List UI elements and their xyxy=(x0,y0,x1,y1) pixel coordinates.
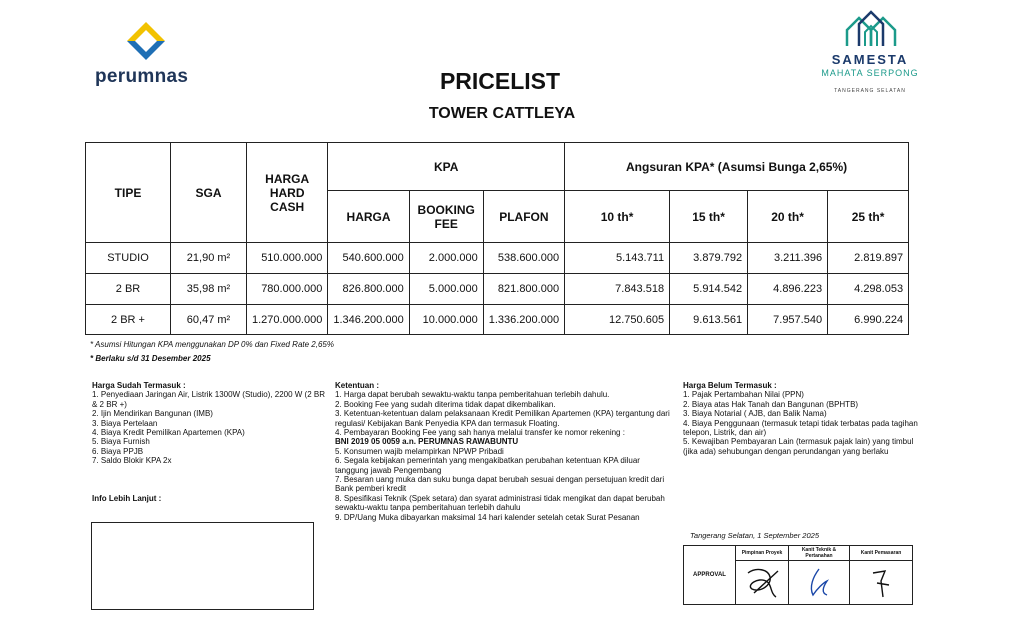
perumnas-logo-icon xyxy=(121,20,171,66)
col-10th: 10 th* xyxy=(565,191,670,243)
signature-pimpinan xyxy=(736,561,789,605)
cell-harga: 1.346.200.000 xyxy=(328,305,409,335)
approval-col-pemasaran: Kanit Pemasaran xyxy=(850,546,913,561)
bank-account: BNI 2019 05 0059 a.n. PERUMNAS RAWABUNTU xyxy=(335,437,519,447)
signature-pimpinan-mark xyxy=(740,563,784,601)
cell-25th: 4.298.053 xyxy=(828,274,909,305)
col-15th: 15 th* xyxy=(670,191,748,243)
page-title: PRICELIST xyxy=(439,68,561,94)
list-item: 7. Saldo Blokir KPA 2x xyxy=(92,456,172,466)
list-item: 2. Ijin Mendirikan Bangunan (IMB) xyxy=(92,409,213,419)
list-item: 8. Spesifikasi Teknik (Spek setara) dan syarat administrasi tidak mengikat dan dapat berubah sewaktu-waktu tanpa pemberitahuan terlebih dahulu xyxy=(335,493,665,513)
cell-tipe: STUDIO xyxy=(86,243,171,274)
cell-20th: 3.211.396 xyxy=(748,243,828,274)
list-item: 1. Pajak Pertambahan Nilai (PPN) xyxy=(683,390,804,400)
cell-hard-cash: 510.000.000 xyxy=(247,243,328,274)
samesta-logo-icon xyxy=(845,8,897,48)
signature-pemasaran-mark xyxy=(859,563,903,601)
cell-plafon: 821.800.000 xyxy=(483,274,564,305)
list-item: 5. Biaya Furnish xyxy=(92,437,150,447)
list-item: 1. Penyediaan Jaringan Air, Listrik 1300W (Studio), 2200 W (2 BR & 2 BR +) xyxy=(92,390,326,409)
harga-termasuk-section xyxy=(92,381,330,466)
list-item: 6. Biaya PPJB xyxy=(92,446,144,456)
note-validity: * Berlaku s/d 31 Desember 2025 xyxy=(90,354,211,363)
col-25th: 25 th* xyxy=(828,191,909,243)
list-item: 3. Ketentuan-ketentuan dalam pelaksanaan Kredit Pemilikan Apartemen (KPA) tergantung dari regulasi/ Kebijakan Bank Penyedia KPA dan termasuk Floating. xyxy=(335,409,670,428)
cell-booking: 5.000.000 xyxy=(409,274,483,305)
price-table xyxy=(85,142,909,335)
list-item: 6. Segala kebijakan pemerintah yang mengakibatkan perubahan ketentuan KPA diluar tanggung jawab Pengembang xyxy=(335,456,640,475)
list-item: 9. DP/Uang Muka dibayarkan maksimal 14 hari kalender setelah cetak Surat Pesanan xyxy=(335,512,640,522)
table-row xyxy=(86,274,909,305)
cell-15th: 3.879.792 xyxy=(670,243,748,274)
list-item: 7. Besaran uang muka dan suku bunga dapat berubah sesuai dengan persetujuan kredit dari Bank pemberi kredit xyxy=(335,475,665,494)
samesta-wordmark: SAMESTA xyxy=(831,52,909,67)
note-kpa: * Asumsi Hitungan KPA menggunakan DP 0% dan Fixed Rate 2,65% xyxy=(90,340,334,349)
cell-25th: 6.990.224 xyxy=(828,305,909,335)
approval-label: APPROVAL xyxy=(684,546,736,605)
col-harga: HARGA xyxy=(328,191,409,243)
list-item: 3. Biaya Notarial ( AJB, dan Balik Nama) xyxy=(683,409,827,419)
signature-teknik xyxy=(789,561,850,605)
cell-booking: 2.000.000 xyxy=(409,243,483,274)
cell-15th: 9.613.561 xyxy=(670,305,748,335)
list-item: 2. Biaya atas Hak Tanah dan Bangunan (BPHTB) xyxy=(683,399,859,409)
cell-20th: 4.896.223 xyxy=(748,274,828,305)
cell-harga: 826.800.000 xyxy=(328,274,409,305)
info-title: Info Lebih Lanjut : xyxy=(92,494,162,503)
cell-plafon: 538.600.000 xyxy=(483,243,564,274)
approval-col-teknik: Kanit Teknik & Pertanahan xyxy=(789,546,850,561)
place-date: Tangerang Selatan, 1 September 2025 xyxy=(690,531,819,540)
cell-15th: 5.914.542 xyxy=(670,274,748,305)
col-plafon: PLAFON xyxy=(483,191,564,243)
cell-hard-cash: 1.270.000.000 xyxy=(247,305,328,335)
col-sga: SGA xyxy=(171,143,247,243)
col-20th: 20 th* xyxy=(748,191,828,243)
ketentuan-section xyxy=(335,381,670,522)
list-item: 1. Harga dapat berubah sewaktu-waktu tanpa pemberitahuan terlebih dahulu. xyxy=(335,390,610,400)
table-row xyxy=(86,243,909,274)
cell-25th: 2.819.897 xyxy=(828,243,909,274)
samesta-location: TANGERANG SELATAN xyxy=(834,88,906,94)
list-item: 4. Pembayaran Booking Fee yang sah hanya melalui transfer ke nomor rekening : xyxy=(335,428,625,438)
list-item: 2. Booking Fee yang sudah diterima tidak dapat dikembalikan. xyxy=(335,399,556,409)
table-row xyxy=(86,305,909,335)
signature-teknik-mark xyxy=(797,563,841,601)
cell-20th: 7.957.540 xyxy=(748,305,828,335)
col-kpa: KPA xyxy=(328,143,565,191)
cell-sga: 21,90 m² xyxy=(171,243,247,274)
cell-10th: 5.143.711 xyxy=(565,243,670,274)
ketentuan-title: Ketentuan : xyxy=(335,381,379,390)
cell-booking: 10.000.000 xyxy=(409,305,483,335)
list-item: 5. Kewajiban Pembayaran Lain (termasuk pajak lain) yang timbul (jika ada) sehubungan dengan perundangan yang berlaku xyxy=(683,437,914,456)
list-item: 3. Biaya Pertelaan xyxy=(92,418,158,428)
harga-belum-section xyxy=(683,381,918,456)
harga-belum-title: Harga Belum Termasuk : xyxy=(683,381,777,390)
cell-tipe: 2 BR xyxy=(86,274,171,305)
cell-tipe: 2 BR + xyxy=(86,305,171,335)
col-hard-cash: HARGA HARD CASH xyxy=(247,143,328,243)
list-item: 5. Konsumen wajib melampirkan NPWP Pribadi xyxy=(335,446,504,456)
harga-termasuk-title: Harga Sudah Termasuk : xyxy=(92,381,186,390)
cell-hard-cash: 780.000.000 xyxy=(247,274,328,305)
cell-sga: 35,98 m² xyxy=(171,274,247,305)
cell-10th: 12.750.605 xyxy=(565,305,670,335)
cell-sga: 60,47 m² xyxy=(171,305,247,335)
cell-plafon: 1.336.200.000 xyxy=(483,305,564,335)
list-item: 4. Biaya Penggunaan (termasuk tetapi tidak terbatas pada tagihan telepon, Listrik, dan air) xyxy=(683,418,918,438)
approval-col-pimpinan: Pimpinan Proyek xyxy=(736,546,789,561)
samesta-tagline: MAHATA SERPONG xyxy=(821,68,919,78)
info-box xyxy=(91,522,314,610)
page-subtitle: TOWER CATTLEYA xyxy=(428,105,576,122)
list-item: 4. Biaya Kredit Pemilikan Apartemen (KPA) xyxy=(92,428,245,438)
signature-pemasaran xyxy=(850,561,913,605)
perumnas-wordmark: perumnas xyxy=(95,66,189,87)
col-booking-fee: BOOKING FEE xyxy=(409,191,483,243)
col-angsuran: Angsuran KPA* (Asumsi Bunga 2,65%) xyxy=(565,143,909,191)
cell-10th: 7.843.518 xyxy=(565,274,670,305)
col-tipe: TIPE xyxy=(86,143,171,243)
approval-table xyxy=(683,545,913,605)
cell-harga: 540.600.000 xyxy=(328,243,409,274)
